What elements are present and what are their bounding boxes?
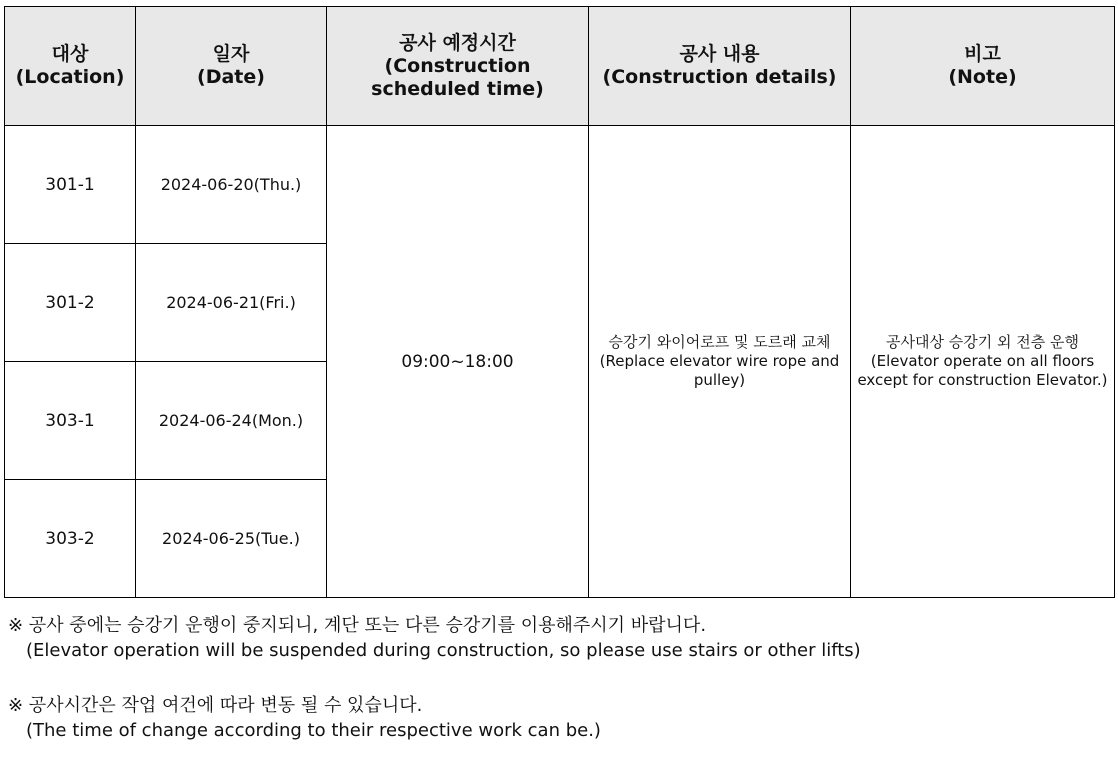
location-cell: 301-1	[5, 126, 136, 244]
header-details-ko: 공사 내용	[679, 43, 760, 65]
details-cell	[589, 126, 851, 598]
header-location-ko: 대상	[51, 43, 89, 65]
location-cell: 303-1	[5, 362, 136, 480]
header-location	[5, 7, 136, 126]
header-details-en: (Construction details)	[602, 66, 837, 88]
header-scheduled-time	[327, 7, 589, 126]
table-row	[5, 126, 1115, 244]
table-header-row	[5, 7, 1115, 126]
header-date	[136, 7, 327, 126]
note-ko: 공사대상 승강기 외 전층 운행	[886, 333, 1079, 351]
header-scheduled-time-en: (Construction scheduled time)	[371, 54, 544, 100]
header-note-en: (Note)	[948, 66, 1017, 88]
construction-schedule-table	[4, 6, 1115, 598]
header-note	[851, 7, 1115, 126]
header-location-en: (Location)	[15, 66, 125, 88]
details-en: (Replace elevator wire rope and pulley)	[599, 352, 840, 389]
header-date-ko: 일자	[212, 43, 250, 65]
header-note-ko: 비고	[964, 43, 1001, 65]
footnote-en: (The time of change according to their respective work can be.)	[26, 720, 601, 741]
footnote-elevator-suspension	[8, 613, 1108, 663]
header-date-en: (Date)	[197, 66, 265, 88]
footnote-ko: ※ 공사 중에는 승강기 운행이 중지되니, 계단 또는 다른 승강기를 이용해주시기 바랍니다.	[8, 615, 707, 636]
date-cell: 2024-06-25(Tue.)	[136, 480, 327, 598]
footnote-time-change	[8, 693, 1108, 743]
location-cell: 301-2	[5, 244, 136, 362]
date-cell: 2024-06-24(Mon.)	[136, 362, 327, 480]
footnotes	[8, 613, 1108, 773]
scheduled-time-cell: 09:00~18:00	[327, 126, 589, 598]
note-en: (Elevator operate on all floors except for construction Elevator.)	[857, 352, 1108, 389]
details-ko: 승강기 와이어로프 및 도르래 교체	[608, 333, 831, 351]
footnote-en: (Elevator operation will be suspended during construction, so please use stairs or other lifts)	[26, 640, 861, 661]
footnote-ko: ※ 공사시간은 작업 여건에 따라 변동 될 수 있습니다.	[8, 695, 423, 716]
header-details	[589, 7, 851, 126]
date-cell: 2024-06-20(Thu.)	[136, 126, 327, 244]
header-scheduled-time-ko: 공사 예정시간	[399, 31, 516, 54]
note-cell	[851, 126, 1115, 598]
date-cell: 2024-06-21(Fri.)	[136, 244, 327, 362]
location-cell: 303-2	[5, 480, 136, 598]
